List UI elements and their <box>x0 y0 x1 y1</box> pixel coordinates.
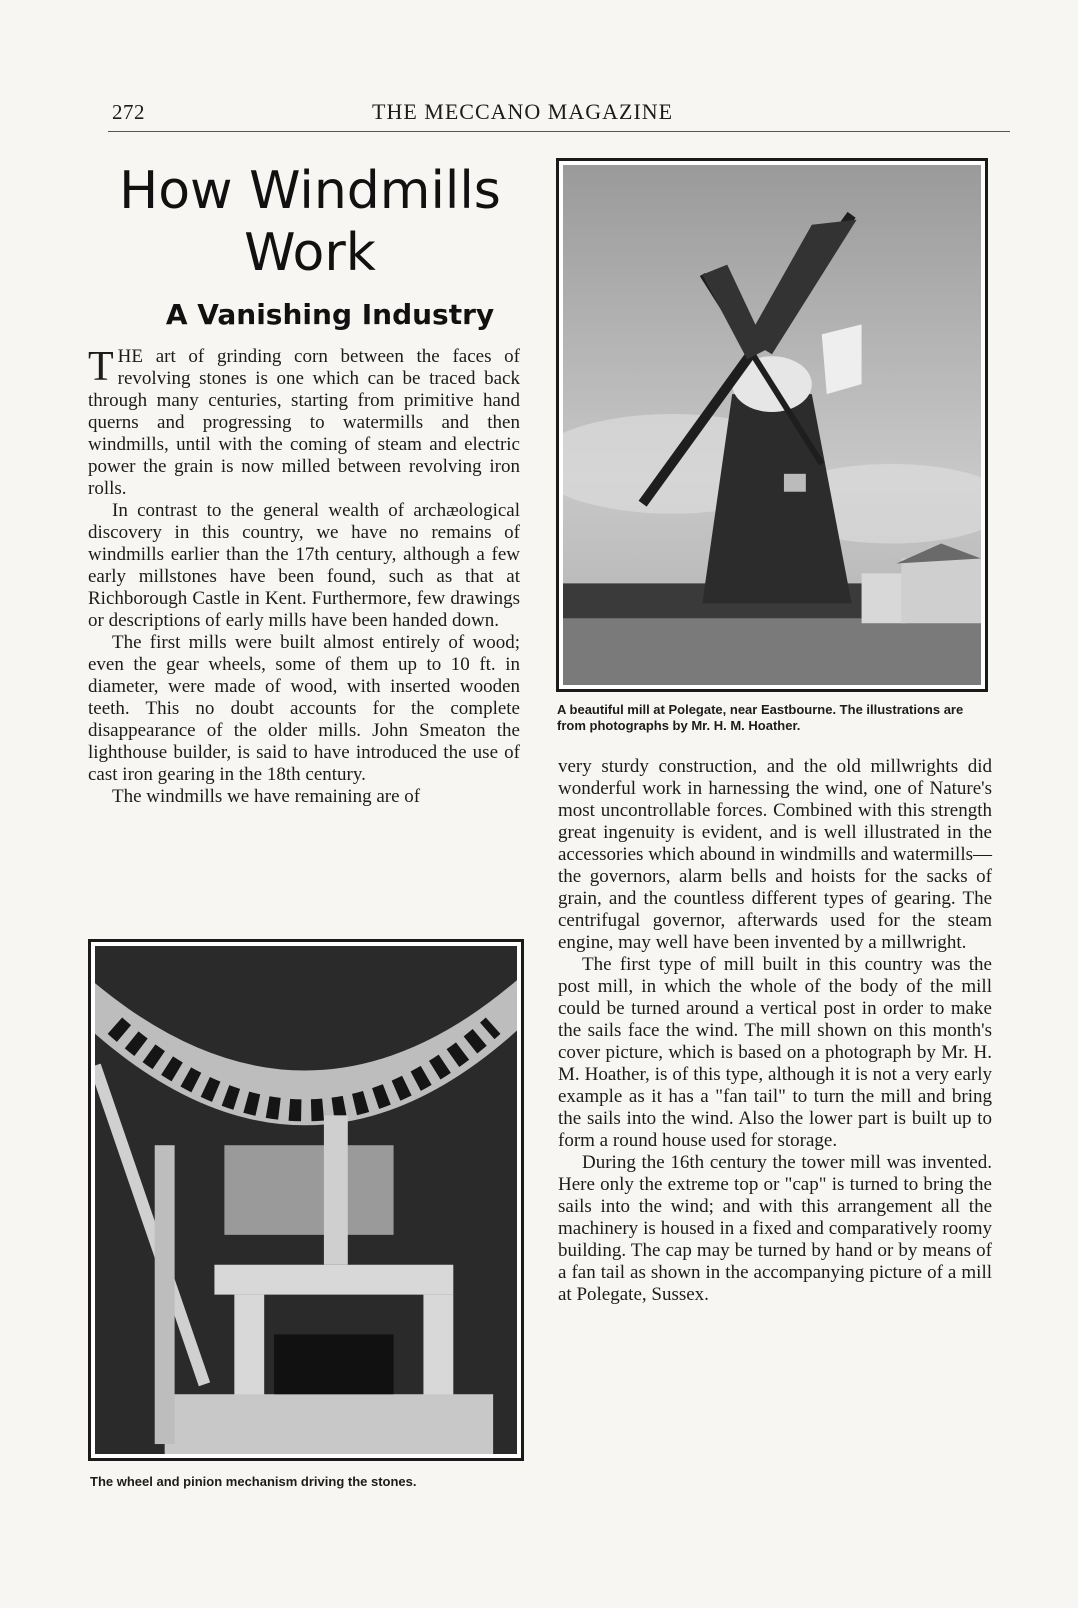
drop-cap: T <box>88 344 114 390</box>
page-number: 272 <box>112 100 145 124</box>
right-column <box>558 756 992 1306</box>
windmill-caption: A beautiful mill at Polegate, near Eastbourne. The illustrations are from photographs by Mr. H. M. Hoather. <box>557 702 964 733</box>
paragraph: very sturdy construction, and the old millwrights did wonderful work in harnessing the wind, one of Nature's most uncontrollable forces. Combined with this strength great ingenuity is evident, and is well illustrated in the accessories which abound in windmills and watermills—the governors, alarm bells and hoists for the sacks of grain, and the countless different types of gearing. The centrifugal governor, afterwards used for the steam engine, may well have been invented by a millwright. <box>558 756 992 953</box>
paragraph-text: HE art of grinding corn between the faces of revolving stones is one which can be traced back through many centuries, starting from primitive hand querns and progressing to watermills and then windmills, until with the coming of steam and electric power the grain is now milled between revolving iron rolls. <box>88 346 520 499</box>
paragraph: During the 16th century the tower mill was invented. Here only the extreme top or "cap" is turned to bring the sails into the wind; and with this arrangement all the machinery is housed in a fixed and comparatively roomy building. The cap may be turned by hand or by means of a fan tail as shown in the accompanying picture of a mill at Polegate, Sussex. <box>558 1152 992 1305</box>
paragraph: The first mills were built almost entirely of wood; even the gear wheels, some of them up to 10 ft. in diameter, were made of wood, with inserted wooden teeth. This no doubt accounts for the complete disappearance of the older mills. John Smeaton the lighthouse builder, is said to have introduced the use of cast iron gearing in the 18th century. <box>88 632 520 785</box>
windmill-illustration <box>563 165 981 685</box>
paragraph <box>88 346 520 500</box>
header-rule <box>108 131 1010 132</box>
gear-illustration <box>95 946 517 1454</box>
paragraph: The windmills we have remaining are of <box>112 786 421 807</box>
paragraph: The first type of mill built in this country was the post mill, in which the whole of the body of the mill could be turned around a vertical post in order to make the sails face the wind. The mill shown on this month's cover picture, which is based on a photograph by Mr. H. M. Hoather, is of this type, although it is not a very early example as it has a "fan tail" to turn the mill and bring the sails into the wind. Also the lower part is built up to form a round house used for storage. <box>558 954 992 1151</box>
article-subtitle: A Vanishing Industry <box>165 298 495 331</box>
left-column <box>88 346 520 808</box>
gear-caption: The wheel and pinion mechanism driving the stones. <box>90 1474 417 1489</box>
article-title: How Windmills Work <box>119 161 501 283</box>
windmill-photo <box>556 158 988 692</box>
running-head: THE MECCANO MAGAZINE <box>372 99 674 124</box>
gear-photo <box>88 939 524 1461</box>
paragraph: In contrast to the general wealth of archæological discovery in this country, we have no remains of windmills earlier than the 17th century, although a few early millstones have been found, such as that at Richborough Castle in Kent. Furthermore, few drawings or descriptions of early mills have been handed down. <box>88 500 520 631</box>
